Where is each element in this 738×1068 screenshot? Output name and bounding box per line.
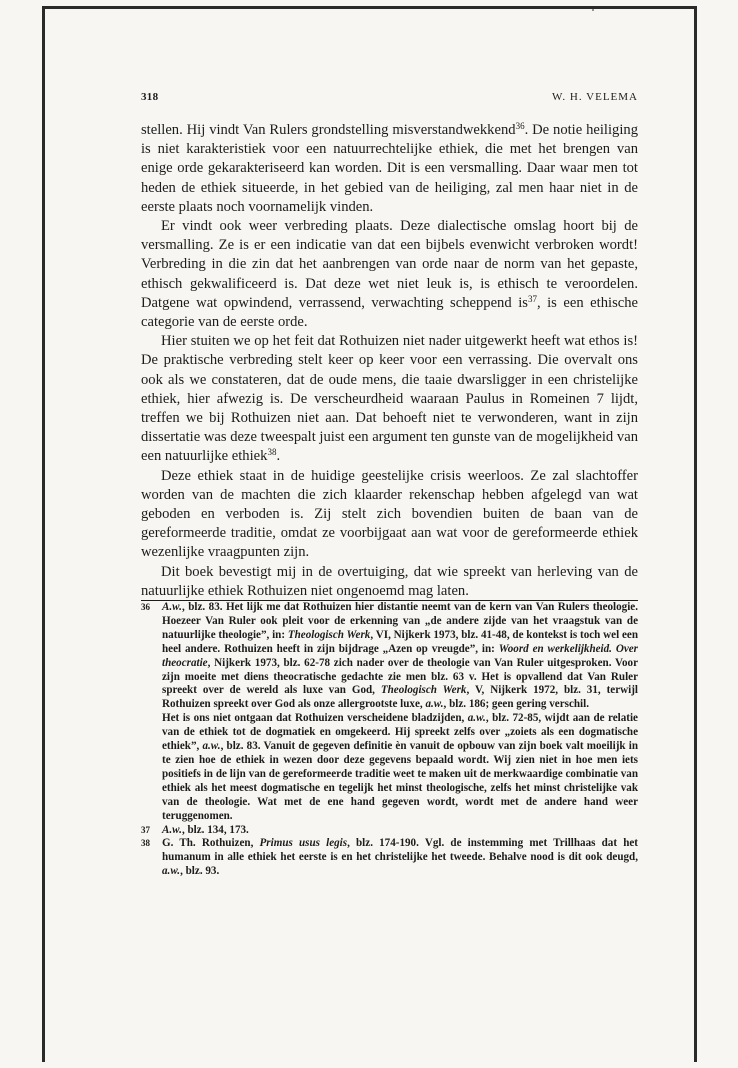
body-paragraph (141, 217, 638, 332)
footnote-italic: Theologisch Werk (380, 684, 467, 697)
body-text-run: Hier stuiten we op het feit dat Rothuizen niet nader uitgewerkt heeft wat ethos is! De praktische verbreding stelt keer op keer voor een verrassing. Die overvalt ons ook als we constateren, dat de oude mens, die taaie dwarsligger in een christelijke ethiek, hier afwezig is. De verscheurdheid waaraan Paulus in Romeinen 7 lijdt, treffen we bij Rothuizen niet aan. Dat behoeft niet te verwonderen, want in zijn dissertatie was deze tweespalt juist een argument ten gunste van de mogelijkheid van een natuurlijke ethiek (141, 333, 638, 465)
footnote-text: Het is ons niet ontgaan dat Rothuizen verscheidene bladzijden, (162, 712, 468, 725)
body-paragraph (141, 332, 638, 466)
footnote-paragraph (162, 601, 638, 712)
body-paragraph (141, 121, 638, 217)
footnote-36 (141, 601, 638, 824)
footnote-paragraph (162, 837, 638, 879)
page-number: 318 (141, 91, 159, 103)
body-paragraph: Dit boek bevestigt mij in de overtuiging, dat wie spreekt van herleving van de natuurlijke ethiek Rothuizen niet ongenoemd mag laten. (141, 563, 638, 599)
running-head-author: W. H. VELEMA (552, 91, 638, 103)
footnote-text: , blz. 93. (180, 865, 220, 878)
scan-border-top (42, 6, 696, 9)
footnote-text: , VI, Nijkerk 1973, blz. 41-48, de kontekst is toch wel een heel andere. Rothuizen heeft in zijn bijdrage „Azen op vreugde”, in: (162, 628, 638, 655)
footnote-text: , blz. 72-85, wijdt aan de relatie van de ethiek tot de dogmatiek en omgekeerd. Hij spreekt zelfs over „zoiets als een dogmatische ethiek”, (162, 712, 638, 753)
footnote-text: , blz. 134, 173. (181, 823, 249, 836)
footnote-italic: A.w. (162, 823, 182, 836)
footnotes (141, 601, 638, 879)
footnote-37 (141, 824, 638, 838)
footnote-italic: a.w. (467, 712, 486, 725)
footnote-italic: Woord en werkelijkheid. Over theocratie (162, 642, 638, 669)
footnote-italic: Primus usus legis (259, 837, 348, 850)
body-text-run: . De notie heiliging is niet karakteristiek voor een natuurrechtelijke ethiek, die met het brengen van enige orde gekarakteriseerd kan worden. Dit is een versmalling. Daar waar men tot heden de ethiek situeerde, in het gebied van de heiliging, zal men haar niet in de eerste plaats noch voornamelijk vinden. (141, 122, 638, 215)
body-text-run: , is een ethische categorie van de eerste orde. (141, 294, 638, 331)
footnote-text: G. Th. Rothuizen, (162, 837, 260, 850)
footnote-italic: Theologisch Werk (287, 628, 371, 641)
footnote-ref-37: 37 (527, 293, 537, 304)
scan-speck (592, 9, 594, 11)
footnote-italic: A.w. (162, 601, 182, 613)
footnote-38 (141, 837, 638, 879)
footnote-text: , blz. 186; geen gering verschil. (443, 698, 589, 711)
body-text-run: Er vindt ook weer verbreding plaats. Deze dialectische omslag hoort bij de versmalling. Ze is er een indicatie van dat een bijbels evenwicht verbroken wordt! Verbreding in die zin dat het aanbrengen van orde naar de norm van het gepaste, ethisch gekwalificeerd is. Dat deze wet niet leuk is, is ethisch te veroordelen. Datgene wat opwindend, verrassend, verwachting scheppend is (141, 218, 638, 311)
footnote-ref-38: 38 (267, 447, 277, 458)
footnote-paragraph (162, 824, 638, 838)
body-text (141, 121, 638, 601)
footnote-number: 36 (141, 602, 150, 612)
footnote-ref-36: 36 (515, 121, 525, 131)
footnote-italic: a.w. (202, 740, 221, 753)
footnote-number: 37 (141, 824, 150, 835)
footnote-italic: a.w. (162, 865, 181, 878)
footnote-text: , Nijkerk 1973, blz. 62-78 zich nader over de theologie van Van Ruler uitgesproken. Voor zijn moeite met diens theocratische gedachte zie men blz. 63 v. Het is opvallend dat Van Ruler spreekt over de wereld als luxe van God, (162, 656, 638, 697)
footnote-italic: a.w. (425, 698, 444, 711)
footnote-text: , blz. 174-190. Vgl. de instemming met Trillhaas dat het humanum in alle ethiek het eerste is en het christelijke het tweede. Behalve nood is dit ook deugd, (162, 837, 638, 864)
body-text-run: stellen. Hij vindt Van Rulers grondstelling misverstandwekkend (141, 122, 516, 138)
scan-border-left (42, 6, 45, 1062)
scan-border-right (694, 6, 697, 1062)
footnote-number: 38 (141, 838, 150, 849)
body-paragraph: Deze ethiek staat in de huidige geestelijke crisis weerloos. Ze zal slachtoffer worden van de machten die zich klaarder rekenschap hebben afgelegd van wat geboden en verboden is. Zij stelt zich bovendien buiten de baan van de gereformeerde traditie, omdat ze voorbijgaat aan wat voor de gereformeerde ethiek wezenlijke vraagpunten zijn. (141, 467, 638, 561)
footnote-text: , V, Nijkerk 1972, blz. 31, terwijl Rothuizen spreekt over God als onze allergrootste luxe, (162, 684, 638, 711)
footnote-text: , blz. 83. Vanuit de gegeven definitie èn vanuit de opbouw van zijn boek valt moeilijk in te zien hoe de ethiek in wezen door deze gegevens bepaald wordt. Wij zien niet in hoe men iets positiefs in de lijn van de gereformeerde traditie weet te maken uit de merkwaardige combinatie van ethiek als het meest dogmatische en tegelijk het minst theologische, zelfs het minst christelijke vak van de theologie. Wat met de ene hand gegeven wordt, wordt met de andere hand weer teruggenomen. (162, 740, 639, 822)
footnote-paragraph (162, 712, 638, 823)
footnote-text: , blz. 83. Het lijk me dat Rothuizen hier distantie neemt van de kern van Van Rulers theologie. Hoezeer Van Ruler ook pleit voor de erkenning van „de andere zijde van het vraagstuk van de natuurlijke theologie”, in: (162, 601, 638, 641)
body-text-run: . (276, 448, 281, 465)
